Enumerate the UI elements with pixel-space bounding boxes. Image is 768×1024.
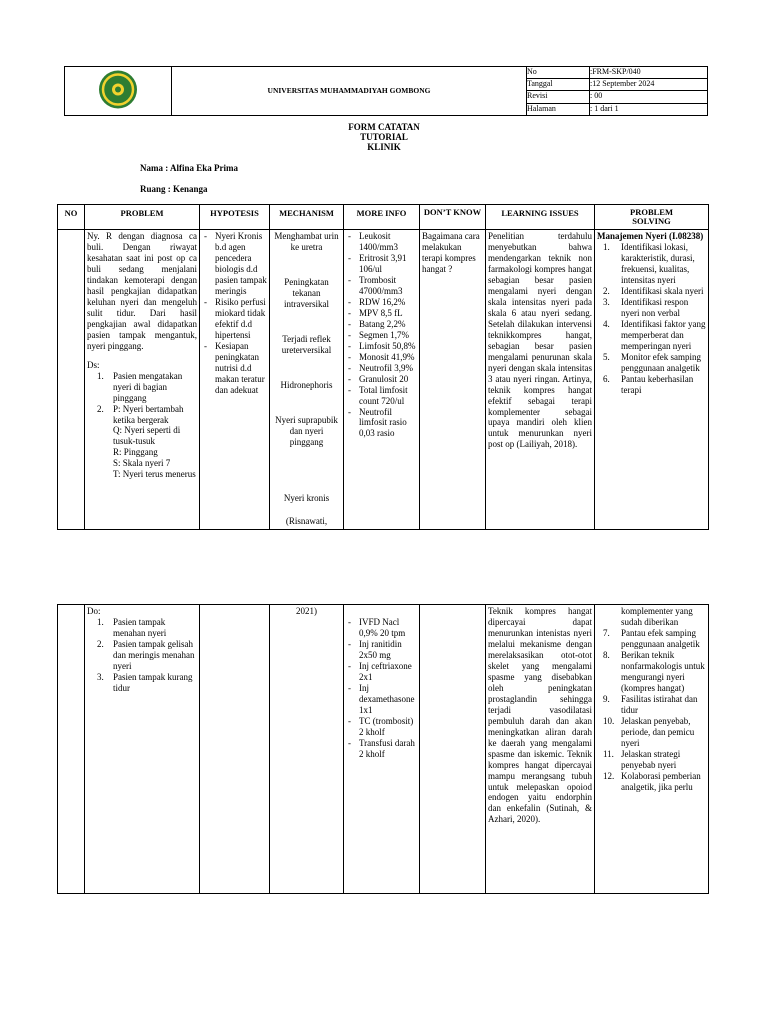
form-title bbox=[0, 122, 768, 152]
item-text: Identifikasi faktor yang memperberat dan memperingan nyeri bbox=[621, 318, 706, 351]
tutorial-table-page-2 bbox=[57, 604, 709, 894]
item-line: R: Pinggang bbox=[113, 447, 158, 458]
meta-label: No bbox=[527, 67, 590, 79]
more-info-item: - Inj dexamethasone 1x1 bbox=[346, 683, 417, 716]
col-hypotesis: HYPOTESIS bbox=[200, 205, 270, 230]
title-line-3: KLINIK bbox=[367, 142, 401, 152]
more-info-item: - Neutrofil 3,9% bbox=[346, 363, 417, 374]
item-line: P: Nyeri bertambah ketika bergerak bbox=[113, 403, 184, 425]
item-line: S: Skala nyeri 7 bbox=[113, 458, 171, 469]
solving-item bbox=[597, 749, 706, 771]
item-text: Berikan teknik nonfarmakologis untuk mengurangi nyeri (kompres hangat) bbox=[621, 649, 705, 693]
solving-item bbox=[597, 319, 706, 352]
meta-row bbox=[527, 91, 707, 103]
item-number: 7. bbox=[603, 627, 610, 638]
table-row bbox=[58, 230, 709, 530]
item-text: Monitor efek samping penggunaan analgetik bbox=[621, 351, 701, 373]
form-meta bbox=[527, 67, 708, 116]
item-number: 1. bbox=[97, 616, 104, 627]
do-list bbox=[87, 617, 197, 694]
more-info-item: - Granulosit 20 bbox=[346, 374, 417, 385]
table-row bbox=[58, 605, 709, 894]
dont-know-cell bbox=[420, 605, 486, 894]
meta-label: Revisi bbox=[527, 91, 590, 103]
item-number: 2. bbox=[97, 403, 104, 414]
item-number: 5. bbox=[603, 351, 610, 362]
col-dont-know: DON’T KNOW bbox=[420, 205, 486, 230]
mechanism-item: (Risnawati, bbox=[285, 515, 328, 526]
more-info-item: - MPV 8,5 fL bbox=[346, 308, 417, 319]
item-line: Pasien mengatakan nyeri di bagian pinggang bbox=[113, 370, 183, 403]
col-mechanism: MECHANISM bbox=[270, 205, 344, 230]
item-text: Jelaskan penyebab, periode, dan pemicu nyeri bbox=[621, 715, 695, 748]
item-text: Pasien tampak kurang tidur bbox=[113, 671, 193, 693]
item-number: 12. bbox=[603, 770, 615, 781]
solving-item bbox=[597, 286, 706, 297]
university-name: UNIVERSITAS MUHAMMADIYAH GOMBONG bbox=[172, 67, 527, 116]
mechanism-item: Peningkatan tekanan intraversikal bbox=[284, 276, 329, 309]
meta-value: :FRM-SKP/040 bbox=[590, 67, 708, 79]
ds-list bbox=[87, 371, 197, 481]
item-text: Jelaskan strategi penyebab nyeri bbox=[621, 748, 681, 770]
more-info-item: - RDW 16,2% bbox=[346, 297, 417, 308]
col-problem-solving: PROBLEM SOLVING bbox=[595, 205, 709, 230]
meta-label: Tanggal bbox=[527, 79, 590, 91]
item-text: Fasilitas istirahat dan tidur bbox=[621, 693, 698, 715]
solving-item bbox=[597, 242, 706, 286]
solving-item bbox=[597, 352, 706, 374]
item-number: 3. bbox=[97, 671, 104, 682]
meta-row bbox=[527, 67, 707, 79]
more-info-item: - Total limfosit count 720/ul bbox=[346, 385, 417, 407]
no-cell bbox=[58, 605, 85, 894]
col-learning-issues: LEARNING ISSUES bbox=[486, 205, 595, 230]
problem-cell bbox=[85, 605, 200, 894]
item-line: T: Nyeri terus menerus bbox=[113, 469, 196, 480]
learning-cell bbox=[486, 605, 595, 894]
dont-know-text: Bagaimana cara melakukan terapi kompres hangat ? bbox=[422, 231, 480, 274]
hypotesis-cell bbox=[200, 605, 270, 894]
solving-item bbox=[597, 650, 706, 694]
item-number: 1. bbox=[603, 241, 610, 252]
meta-value: : 1 dari 1 bbox=[590, 103, 619, 113]
mechanism-list bbox=[272, 231, 341, 527]
col-no: NO bbox=[58, 205, 85, 230]
more-info-item: - TC (trombosit) 2 kholf bbox=[346, 716, 417, 738]
item-number: 10. bbox=[603, 715, 615, 726]
item-text: Pantau keberhasilan terapi bbox=[621, 373, 694, 395]
meta-label: Halaman bbox=[527, 103, 590, 115]
mechanism-item: Terjadi reflek ureterversikal bbox=[281, 333, 332, 355]
more-info-list bbox=[346, 231, 417, 439]
hypotesis-item: - Kesiapan peningkatan nutrisi d.d makan teratur dan adekuat bbox=[202, 341, 267, 396]
more-info-item: - Monosit 41,9% bbox=[346, 352, 417, 363]
learning-text: Teknik kompres hangat dipercayai dapat menurunkan intenistas nyeri melalui mekanisme dengan merelaksasikan otot-otot skelet yang mengalami spasme yang disebabkan oleh peningkatan prostaglandin sehingga terjadi vasodilatasi pembuluh darah dan akan meningkatkan aliran darah ke daerah yang mengalami spasme dan iskemic. Teknik kompres hangat dipercayai mampu merangsang tubuh untuk melepaskan opoiod endogen yaitu endorphin dan enkefalin (Sutinah, & Azhari, 2020). bbox=[488, 606, 592, 825]
more-info-item: - Segmen 1,7% bbox=[346, 330, 417, 341]
title-line-2: TUTORIAL bbox=[360, 132, 408, 142]
list-item bbox=[87, 672, 197, 694]
item-number: 2. bbox=[97, 638, 104, 649]
mechanism-cont: 2021) bbox=[296, 606, 317, 616]
list-item bbox=[87, 639, 197, 672]
more-info-item: - Inj ceftriaxone 2x1 bbox=[346, 661, 417, 683]
logo-cell bbox=[65, 67, 172, 116]
hypotesis-item: - Risiko perfusi miokard tidak efektif d.d hipertensi bbox=[202, 297, 267, 341]
solving-item bbox=[597, 297, 706, 319]
title-line-1: FORM CATATAN bbox=[348, 122, 420, 132]
form-header bbox=[64, 66, 708, 116]
problem-text: Ny. R dengan diagnosa ca buli. Dengan riwayat kesahatan saat ini post op ca buli sedang menjalani tindakan kemoterapi dengan hasil pengkajian didapatkan keluhan nyeri dan mengeluh sulit tidur. Dari hasil pengkajian awal didapatkan pasien tampak mengantuk, nyeri pinggang. bbox=[87, 231, 197, 351]
item-text: Identifikasi skala nyeri bbox=[621, 285, 704, 296]
hypotesis-cell bbox=[200, 230, 270, 530]
tutorial-table-page-1 bbox=[57, 204, 709, 530]
patient-name: Nama : Alfina Eka Prima bbox=[140, 163, 238, 173]
item-number: 8. bbox=[603, 649, 610, 660]
more-info-list bbox=[346, 617, 417, 760]
more-info-item: - Leukosit 1400/mm3 bbox=[346, 231, 417, 253]
solving-title: Manajemen Nyeri (I.08238) bbox=[597, 231, 704, 241]
hypotesis-item: - Nyeri Kronis b.d agen pencedera biologis d.d pasien tampak meringis bbox=[202, 231, 267, 297]
meta-row bbox=[527, 103, 707, 115]
more-info-item: - Batang 2,2% bbox=[346, 319, 417, 330]
mechanism-cell bbox=[270, 230, 344, 530]
solving-list bbox=[597, 242, 706, 396]
solving-list bbox=[597, 628, 706, 793]
item-text: Identifikasi respon nyeri non verbal bbox=[621, 296, 689, 318]
solving-item bbox=[597, 716, 706, 749]
table-header-row bbox=[58, 205, 709, 230]
more-info-item: - IVFD Nacl 0,9% 20 tpm bbox=[346, 617, 417, 639]
more-info-cell bbox=[344, 230, 420, 530]
list-item bbox=[87, 404, 197, 481]
item-number: 1. bbox=[97, 370, 104, 381]
mechanism-cell bbox=[270, 605, 344, 894]
learning-text: Penelitian terdahulu menyebutkan bahwa mendengarkan teknik non farmakologi kompres hangat sebagian besar pasien mengalami nyeri dengan skala intensitas nyeri pada skala 6 atau nyeri sedang. Setelah dilakukan intervensi teknikkompres hangat, sebagian besar pasien mengalami penurunan skala nyeri dengan skala intensitas 3 atau nyeri ringan. Artinya, teknik kompres hangat efektif sebagai terapi komplementer sebagai upaya mandiri oleh klien untuk menurunkan nyeri post op (Lailiyah, 2018). bbox=[488, 231, 592, 450]
solving-item bbox=[597, 771, 706, 793]
meta-value: : 00 bbox=[590, 91, 708, 103]
more-info-item: - Eritrosit 3,91 106/ul bbox=[346, 253, 417, 275]
solving-cell bbox=[595, 230, 709, 530]
item-number: 3. bbox=[603, 296, 610, 307]
list-item bbox=[87, 371, 197, 404]
mechanism-item: Menghambat urin ke uretra bbox=[274, 231, 339, 252]
solving-item bbox=[597, 694, 706, 716]
more-info-cell bbox=[344, 605, 420, 894]
mechanism-item: Nyeri suprapubik dan nyeri pinggang bbox=[275, 414, 338, 447]
mechanism-item: Hidronephoris bbox=[280, 379, 333, 390]
dont-know-cell bbox=[420, 230, 486, 530]
patient-room: Ruang : Kenanga bbox=[140, 184, 208, 194]
item-number: 11. bbox=[603, 748, 614, 759]
item-number: 9. bbox=[603, 693, 610, 704]
col-more-info: MORE INFO bbox=[344, 205, 420, 230]
solving-cont: komplementer yang sudah diberikan bbox=[621, 606, 693, 627]
item-text: Pantau efek samping penggunaan analgetik bbox=[621, 627, 700, 649]
more-info-item: - Limfosit 50,8% bbox=[346, 341, 417, 352]
solving-cell bbox=[595, 605, 709, 894]
item-line: Q: Nyeri seperti di tusuk-tusuk bbox=[113, 425, 181, 447]
mechanism-item: Nyeri kronis bbox=[283, 492, 330, 503]
university-logo-icon bbox=[65, 67, 171, 112]
solving-item bbox=[597, 628, 706, 650]
item-number: 6. bbox=[603, 373, 610, 384]
col-problem: PROBLEM bbox=[85, 205, 200, 230]
meta-row bbox=[527, 79, 707, 91]
item-text: Pasien tampak gelisah dan meringis menahan nyeri bbox=[113, 638, 195, 671]
ds-label: Ds: bbox=[87, 359, 100, 370]
do-label: Do: bbox=[87, 606, 101, 616]
hypotesis-list bbox=[202, 231, 267, 396]
more-info-item: - Transfusi darah 2 kholf bbox=[346, 738, 417, 760]
item-number: 2. bbox=[603, 285, 610, 296]
problem-cell bbox=[85, 230, 200, 530]
more-info-item: - Trombosit 47000/mm3 bbox=[346, 275, 417, 297]
item-text: Kolaborasi pemberian analgetik, jika perlu bbox=[621, 770, 701, 792]
item-text: Pasien tampak menahan nyeri bbox=[113, 616, 167, 638]
solving-item bbox=[597, 374, 706, 396]
item-text: Identifikasi lokasi, karakteristik, durasi, frekuensi, kualitas, intensitas nyeri bbox=[621, 241, 695, 285]
meta-value: :12 September 2024 bbox=[590, 79, 708, 91]
list-item bbox=[87, 617, 197, 639]
item-number: 4. bbox=[603, 318, 610, 329]
more-info-item: - Neutrofil limfosit rasio 0,03 rasio bbox=[346, 407, 417, 440]
more-info-item: - Inj ranitidin 2x50 mg bbox=[346, 639, 417, 661]
learning-cell bbox=[486, 230, 595, 530]
no-cell bbox=[58, 230, 85, 530]
